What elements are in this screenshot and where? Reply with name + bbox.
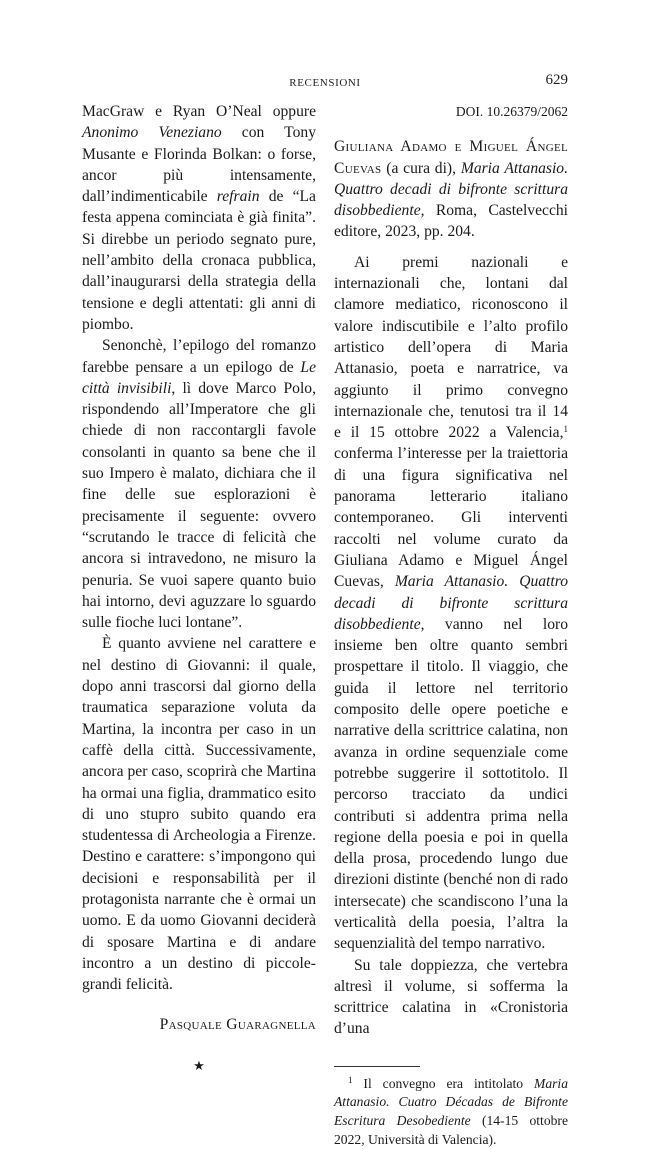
- body-paragraph: Su tale doppiezza, che vertebra altresì il volume, si sofferma la scrittrice calatina in «Cronistoria d’una: [334, 956, 568, 1038]
- footnote: [334, 1075, 568, 1149]
- italic-title: Maria Attanasio. Quattro decadi di bifronte scrittura disobbediente: [334, 573, 569, 633]
- text-run: con Tony Musante e Florinda Bolkan: o forse, ancor più intensamente, dall’indimenticabile: [82, 124, 316, 206]
- text-run: conferma l’interesse per la traiettoria di una figura significativa nel panorama letterario italiano contemporaneo. Gli interventi raccolti nel volume curato da Giuliana Adamo e Miguel Ángel Cuevas,: [334, 445, 568, 591]
- body-paragraph: È quanto avviene nel carattere e nel destino di Giovanni: il quale, dopo anni trascorsi dal giorno della traumatica separazione voluta da Martina, la incontra per caso in un caffè della città. Successivamente, ancora per caso, scoprirà che Martina ha ormai una figlia, drammatico esito di uno stupro subito quando era studentessa di Archeologia a Firenze. Destino e carattere: s’impongono qui decisioni e responsabilità per il protagonista narrante che è ormai un uomo. E da uomo Giovanni deciderà di sposare Martina e di andare incontro a un destino di piccole-grandi felicità.: [82, 635, 316, 994]
- doi-reference: DOI. 10.26379/2062: [455, 104, 568, 119]
- footnote-number: 1: [348, 1074, 353, 1085]
- right-column: [334, 101, 568, 1149]
- text-run: , vanno nel loro insieme ben oltre quanto sembri prospettare il titolo. Il viaggio, che guida il lettore nel territorio composito delle opere poetiche e narrative della scrittrice calatina, non avanza in ordine sequenziale come potrebbe suggerire il sottotitolo. Il percorso tracciato da undici contributi si addentra prima nella regione della poesia e poi in quella della prosa, procedendo lungo due direzioni distinte (benché non di rado intersecate) che scandiscono l’una la verticalità della poesia, l’altra la sequenzialità del tempo narrativo.: [334, 615, 568, 953]
- body-paragraph: [82, 335, 316, 633]
- book-publisher: , Roma, Castelvecchi editore, 2023, pp. 204.: [334, 202, 568, 241]
- text-run: Senonchè, l’epilogo del romanzo farebbe pensare a un epilogo de: [82, 337, 316, 376]
- body-paragraph: [334, 252, 568, 955]
- text-run: Il convegno era intitolato: [352, 1075, 535, 1091]
- text-run: (a cura di),: [381, 159, 461, 177]
- text-run: de “La festa appena cominciata è già finita”. Si direbbe un periodo segnato pure, nell’ambito della cronaca pubblica, dall’inaugurarsi della strategia della tensione e degli attentati: gli anni di piombo.: [82, 188, 316, 333]
- book-title: Maria Attanasio. Quattro decadi di bifronte scrittura disobbediente: [334, 159, 569, 220]
- text-run: MacGraw e Ryan O’Neal oppure: [82, 103, 316, 120]
- running-header: RECENSIONI: [289, 77, 361, 89]
- page-number: 629: [545, 72, 568, 88]
- footnote-divider: [334, 1066, 420, 1067]
- body-paragraph: [82, 101, 316, 335]
- left-column: [82, 101, 316, 1076]
- book-reference: [334, 136, 568, 242]
- italic-title: Maria Attanasio. Cuatro Décadas de Bifronte Escritura Desobediente: [334, 1075, 568, 1128]
- text-run: (14-15 ottobre 2022, Università di Valencia).: [334, 1112, 568, 1147]
- italic-title: Le città invisibili: [82, 358, 316, 397]
- author-signature: Pasquale Guaragnella: [159, 1016, 316, 1034]
- footnote-marker: 1: [563, 424, 568, 435]
- text-run: , lì dove Marco Polo, rispondendo all’Imperatore che gli chiede di non raccontargli favole consolanti in quanto sa bene che il suo Impero è malato, dichiara che il fine delle sue esplorazioni è precisamente il seguente: ovvero “scrutando le tracce di felicità che ancora si intravedono, ne misuro la penuria. Se vuoi sapere quanto buio hai intorno, devi aguzzare lo sguardo sulle fioche luci lontane”.: [82, 379, 316, 632]
- book-editors: Giuliana Adamo e Miguel Ángel Cuevas: [334, 138, 568, 177]
- italic-term: refrain: [216, 188, 260, 206]
- text-run: Ai premi nazionali e internazionali che, lontani dal clamore mediatico, riconoscono il valore indiscutibile e l’alto profilo artistico dell’opera di Maria Attanasio, poeta e narratrice, va aggiunto il primo convegno internazionale che, tenutosi tra il 14 e il 15 ottobre 2022 a Valencia,: [334, 253, 568, 442]
- section-separator-star: ★: [193, 1057, 205, 1073]
- italic-title: Anonimo Veneziano: [82, 124, 222, 142]
